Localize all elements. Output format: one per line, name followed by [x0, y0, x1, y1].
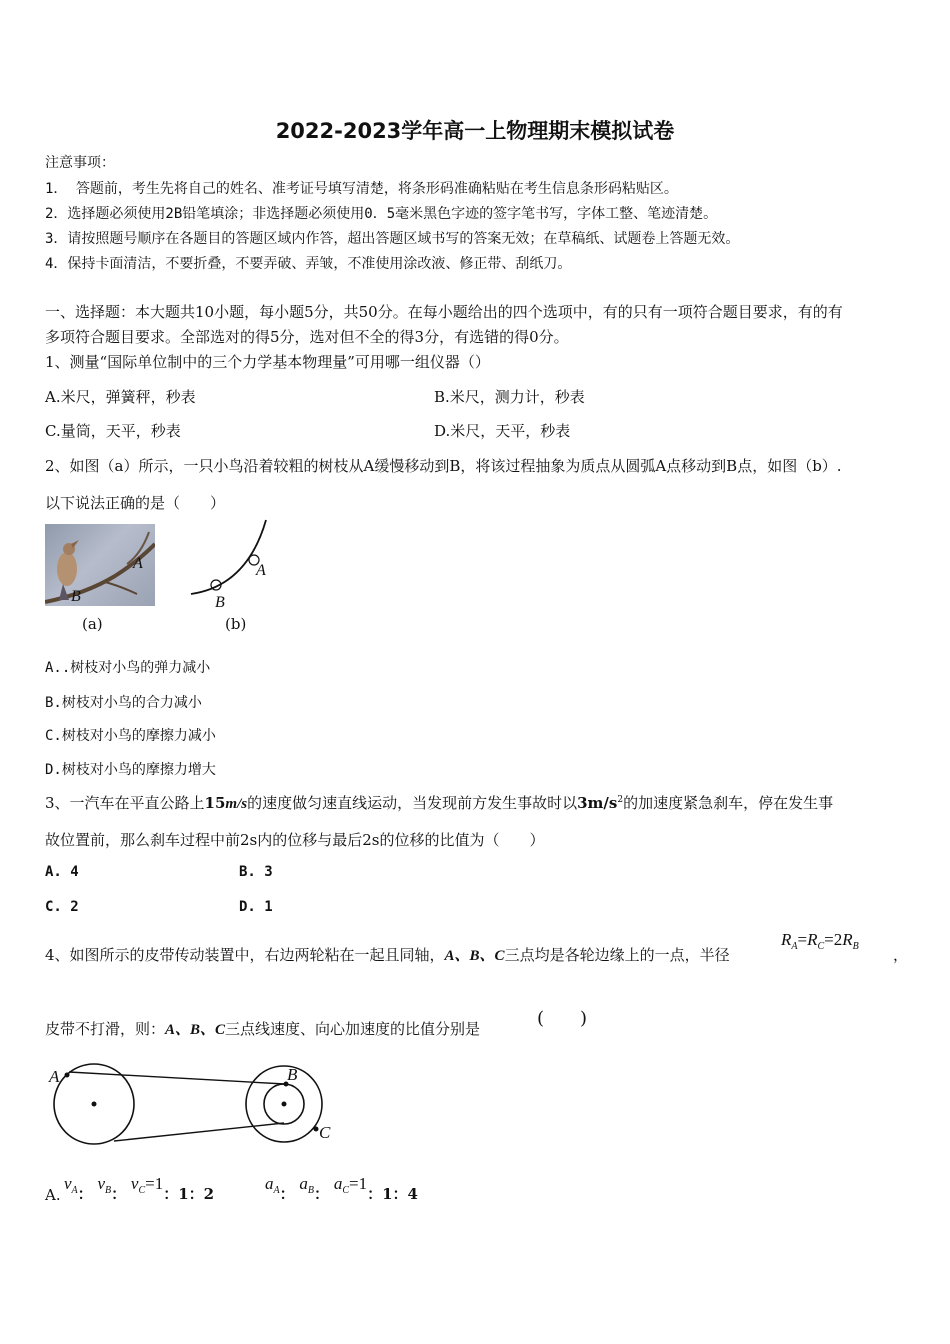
opt-a-sub-c: C: [342, 1185, 349, 1196]
q2-stem-line2: 以下说法正确的是（ ）: [45, 494, 226, 512]
belt-pulley-diagram: [45, 1058, 345, 1158]
q4-stem2-post: 三点线速度、向心加速度的比值分别是: [225, 1020, 481, 1038]
q3-stem-mid: 的速度做匀速直线运动，当发现前方发生事故时以: [247, 794, 578, 812]
arc-label-b: B: [215, 594, 225, 611]
formula-sub-b: B: [852, 941, 859, 952]
formula-r-c: R: [807, 930, 818, 949]
q3-stem-line1: [45, 792, 833, 813]
opt-v-tail: ：1：2: [163, 1185, 215, 1203]
opt-v-sub-c: C: [138, 1185, 146, 1196]
q4-points-2: A、B、C: [165, 1022, 226, 1038]
q4-stem-line1: [45, 944, 730, 965]
photo-label-a: A: [133, 555, 143, 572]
opt-colon-2: ：: [111, 1185, 127, 1203]
section1-intro-line2: 多项符合题目要求。全部选对的得5分，选对但不全的得3分，有选错的得0分。: [45, 328, 569, 346]
q4-option-a-content: [64, 1174, 214, 1204]
pulley-label-b: B: [287, 1065, 298, 1084]
q3-option-c: C. 2: [45, 899, 79, 915]
q3-option-a: A. 4: [45, 864, 79, 880]
q3-stem-post: 的加速度紧急刹车，停在发生事: [623, 794, 834, 812]
left-axle: [92, 1102, 97, 1107]
point-c: [314, 1127, 319, 1132]
q1-option-a: A.米尺，弹簧秤，秒表: [45, 388, 196, 406]
q3-accel-sup: 2: [617, 795, 624, 805]
opt-a-colon-1: ：: [279, 1185, 295, 1203]
fig-b-caption: (b): [225, 615, 247, 633]
bird-photo: [45, 524, 155, 606]
q2-option-c: C.树枝对小鸟的摩擦力减小: [45, 728, 216, 744]
q2-option-d: D.树枝对小鸟的摩擦力增大: [45, 762, 216, 778]
opt-a-b: a: [299, 1174, 308, 1193]
opt-a-tail: ：1：4: [367, 1185, 418, 1203]
q4-stem2-pre: 皮带不打滑，则：: [45, 1020, 166, 1038]
q3-stem-pre: 3、一汽车在平直公路上: [45, 794, 205, 812]
q4-stem-pre: 4、如图所示的皮带传动装置中，右边两轮粘在一起且同轴，: [45, 946, 445, 964]
page-title: 2022-2023学年高一上物理期末模拟试卷: [275, 119, 675, 143]
opt-v-sub-b: B: [105, 1185, 112, 1196]
q4-points: A、B、C: [444, 948, 505, 964]
q2-option-b: B.树枝对小鸟的合力减小: [45, 695, 202, 711]
q1-option-c: C.量筒，天平，秒表: [45, 422, 181, 440]
fig-a-caption: (a): [82, 615, 103, 633]
q4-answer-paren: ( ): [537, 1008, 588, 1029]
pulley-label-a: A: [49, 1067, 60, 1086]
arc-diagram: [185, 516, 280, 616]
right-axle: [282, 1102, 287, 1107]
formula-r-a: R: [781, 930, 792, 949]
opt-v-sub-a: A: [71, 1185, 78, 1196]
q3-accel: 3m/s: [577, 794, 618, 812]
q1-option-b: B.米尺，测力计，秒表: [434, 388, 585, 406]
notice-item-4: 4．保持卡面清洁，不要折叠，不要弄破、弄皱，不准使用涂改液、修正带、刮纸刀。: [45, 256, 572, 272]
pulley-label-c: C: [319, 1123, 331, 1142]
q1-stem: 1、测量“国际单位制中的三个力学基本物理量”可用哪一组仪器（）: [45, 353, 490, 371]
q4-comma: ，: [893, 946, 909, 964]
opt-v-eq: =1: [145, 1174, 164, 1193]
bird-on-branch-image: [45, 524, 155, 606]
q2-stem-line1: 2、如图（a）所示，一只小鸟沿着较粗的树枝从A缓慢移动到B，将该过程抽象为质点从圆弧A点移动到B点，如图（b）.: [45, 457, 842, 475]
formula-eq1: =: [797, 930, 808, 949]
q3-speed-unit: m/s: [225, 796, 248, 812]
q4-option-a-letter: A.: [45, 1186, 61, 1204]
q1-option-d: D.米尺，天平，秒表: [434, 422, 571, 440]
q3-stem-line2: 故位置前，那么刹车过程中前2s内的位移与最后2s的位移的比值为（ ）: [45, 831, 545, 849]
formula-sub-c: C: [817, 941, 825, 952]
formula-sub-a: A: [791, 941, 798, 952]
notice-item-2: 2．选择题必须使用2B铅笔填涂；非选择题必须使用0．5毫米黑色字迹的签字笔书写，字体工整、笔迹清楚。: [45, 206, 718, 222]
opt-v-b: v: [97, 1174, 105, 1193]
opt-a-a: a: [265, 1174, 274, 1193]
opt-a-colon-2: ：: [314, 1185, 330, 1203]
q4-radius-formula: [781, 930, 859, 952]
q4-stem-post: 三点均是各轮边缘上的一点，半径: [504, 946, 730, 964]
section1-intro-line1: 一、选择题：本大题共10小题，每小题5分，共50分。在每小题给出的四个选项中，有的只有一项符合题目要求，有的有: [45, 303, 843, 321]
belt-upper: [69, 1072, 285, 1084]
q2-option-a: A..树枝对小鸟的弹力减小: [45, 660, 211, 676]
formula-r-b: R: [842, 930, 853, 949]
notice-item-1: 1． 答题前，考生先将自己的姓名、准考证号填写清楚，将条形码准确粘贴在考生信息条形码粘贴区。: [45, 181, 678, 197]
opt-a-sub-a: A: [273, 1185, 280, 1196]
opt-colon-1: ：: [77, 1185, 93, 1203]
notice-item-3: 3．请按照题号顺序在各题目的答题区域内作答，超出答题区域书写的答案无效；在草稿纸、试题卷上答题无效。: [45, 231, 740, 247]
q3-option-d: D. 1: [239, 899, 273, 915]
q3-option-b: B. 3: [239, 864, 273, 880]
q3-speed-number: 15: [204, 794, 226, 812]
formula-eq2: =2: [824, 930, 843, 949]
opt-v-c: v: [130, 1174, 139, 1193]
q4-stem-line2: [45, 1018, 480, 1039]
opt-a-eq: =1: [348, 1174, 368, 1193]
point-a: [65, 1073, 70, 1078]
opt-a-sub-b: B: [307, 1185, 315, 1196]
arc-label-a: A: [256, 562, 266, 579]
opt-a-c: a: [333, 1174, 343, 1193]
notice-heading: 注意事项：: [45, 155, 115, 171]
opt-v-a: v: [64, 1174, 72, 1193]
q4-option-a-accel: [265, 1174, 418, 1204]
photo-label-b: B: [71, 588, 81, 605]
